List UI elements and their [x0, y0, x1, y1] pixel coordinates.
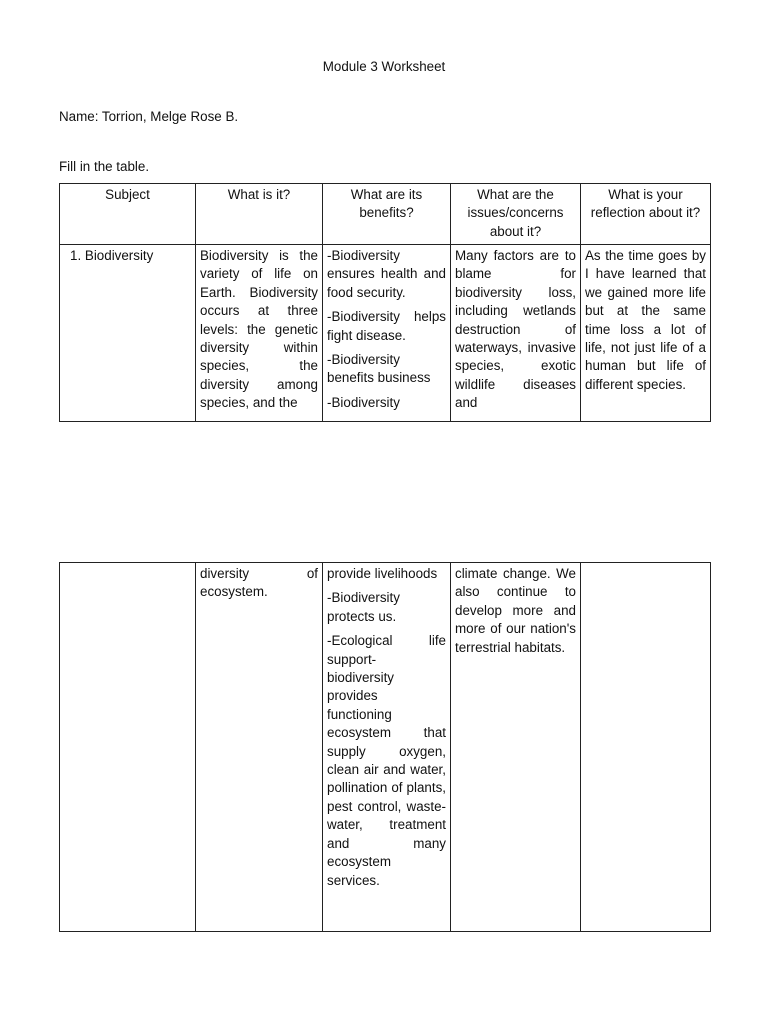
header-issues: What are the issues/concerns about it? — [451, 184, 581, 245]
table-row — [60, 563, 711, 932]
header-benefits: What are its benefits? — [323, 184, 451, 245]
reflection-text: As the time goes by I have learned that we gained more life but at the same time loss a lot of life, not just life of a human but life of different species. — [585, 248, 706, 392]
header-what-is-it: What is it? — [196, 184, 323, 245]
cell-subject: 1. Biodiversity — [60, 245, 196, 422]
cell-issues-continued: climate change. We also continue to develop more and more of our nation's terrestrial habitats. — [451, 563, 581, 932]
benefit-item: -Ecological life support- biodiversity provides functioning ecosystem that supply oxygen, clean air and water, pollination of plants, pest control, waste-water, treatment and many ecosystem services. — [327, 633, 446, 888]
benefit-item: provide livelihoods — [327, 566, 438, 581]
cell-reflection — [581, 245, 711, 422]
benefit-item: -Biodiversity ensures health and food security. — [327, 248, 446, 300]
cell-reflection-continued — [581, 563, 711, 932]
document-title: Module 3 Worksheet — [322, 59, 446, 74]
table-row — [60, 245, 711, 422]
what-is-it-text: Biodiversity is the variety of life on Earth. Biodiversity occurs at three levels: the genetic diversity within species, the diversity among species, and the — [200, 248, 318, 411]
cell-subject-continued — [60, 563, 196, 932]
cell-benefits — [323, 245, 451, 422]
cell-issues — [451, 245, 581, 422]
benefit-item: -Biodiversity helps fight disease. — [327, 309, 446, 343]
benefit-item: -Biodiversity benefits business — [327, 352, 431, 386]
table-header-row — [60, 184, 711, 245]
worksheet-table-page2 — [59, 562, 711, 932]
header-reflection: What is your reflection about it? — [581, 184, 711, 245]
benefits-list-continued — [327, 565, 446, 890]
benefit-item: -Biodiversity — [327, 394, 400, 410]
worksheet-table-page1 — [59, 183, 711, 422]
benefits-list — [327, 247, 446, 412]
cell-benefits-continued — [323, 563, 451, 932]
benefit-item: -Biodiversity protects us. — [327, 590, 400, 624]
header-subject: Subject — [60, 184, 196, 245]
cell-what-is-it-continued: diversity of ecosystem. — [196, 563, 323, 932]
cell-what-is-it — [196, 245, 323, 422]
instruction-text: Fill in the table. — [59, 159, 150, 174]
student-name: Name: Torrion, Melge Rose B. — [59, 109, 239, 124]
issues-text: Many factors are to blame for biodiversity loss, including wetlands destruction of waterways, invasive species, exotic wildlife diseases and — [455, 248, 576, 411]
